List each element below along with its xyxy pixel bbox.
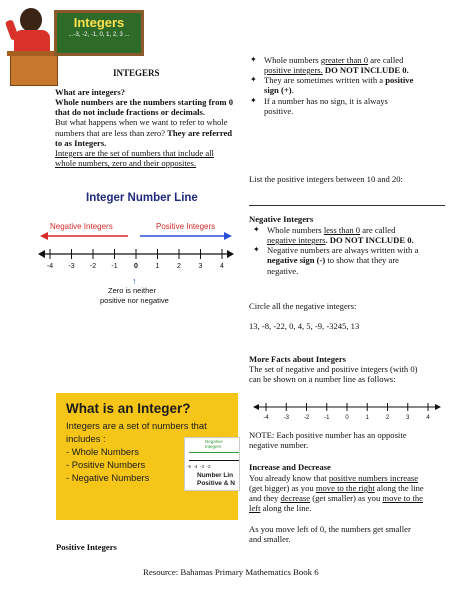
student-arm [5,19,19,41]
right-column [246,55,418,116]
card-heading: What is an Integer? [66,401,191,416]
card-line2: includes : [66,433,106,444]
card-line1: Integers are a set of numbers that [66,420,207,431]
negative-integers-label: Negative Integers [50,222,113,231]
integers-definition: Integers are the set of numbers that include all whole numbers, zero and their opposites. [55,147,214,168]
footer-resource: Resource: Bahamas Primary Mathematics Book 6 [143,567,319,577]
tick-label: 3 [406,415,410,421]
tick-labels [36,263,236,273]
tick-label: 4 [220,263,224,270]
tick-label: -1 [111,263,118,270]
list-prompt: List the positive integers between 10 and 20: [249,174,403,184]
left-column [55,87,235,168]
positive-integers-label: Positive Integers [156,222,216,231]
tick-label: -3 [68,263,75,270]
tick-label: 1 [155,263,160,270]
positive-bullet-1: ✦ Whole numbers greater than 0 are called positive integers. DO NOT INCLUDE 0. [250,55,409,76]
negative-bullet-1: ✦ Whole numbers less than 0 are called negative integers. DO NOT INCLUDE 0. [253,225,414,246]
zero-note-line2: positive nor negative [100,296,169,305]
positive-bullet-3: ✦ If a number has no sign, it is always positive. [250,95,388,116]
tick-label: -2 [303,415,310,421]
what-is-integer-card [56,393,238,520]
zero-arrow: ↑ [132,276,137,286]
star-bullet-icon: ✦ [250,95,257,105]
negative-integers-heading: Negative Integers [249,214,314,224]
page-title: INTEGERS [113,68,160,78]
card-item-whole: - Whole Numbers [66,446,139,457]
tick-label: 0 [345,415,349,421]
tick-label: -4 [263,415,269,421]
star-bullet-icon: ✦ [250,55,257,64]
chalkboard [54,10,144,56]
question-what-integers: What are integers? [55,87,126,97]
negative-bullet-2: ✦ Negative numbers are always written with a negative sign (-) to show that they are negative. [253,245,419,276]
star-bullet-icon: ✦ [250,75,257,85]
desk [10,54,58,86]
circle-numbers: 13, -8, -22, 0, 4, 5, -9, -3245, 13 [249,321,360,331]
whole-numbers-definition: Whole numbers are the numbers starting from 0 that do not include fractions or decimals. [55,97,233,118]
zero-note-line1: Zero is neither [108,286,156,295]
tick-label: 2 [177,263,181,270]
increase-decrease-text: You already know that positive numbers increase (get bigger) as you move to the right along the line and they decrease (get smaller) as you move to the left along the line. [249,473,424,514]
card-item-negative: - Negative Numbers [66,472,150,483]
mini-number-line-image: Negative Integers -5 -4 -3 -2 Number Lin Positive & N [184,437,240,491]
answer-line[interactable] [249,197,445,206]
number-line-title: Integer Number Line [86,192,198,204]
board-title: Integers [73,15,125,30]
desk-top [7,51,59,56]
tick-label: 0 [134,263,138,270]
tick-label: -3 [283,415,289,421]
tick-label: -4 [46,263,54,270]
board-subtitle: ...-3, -2, -1, 0, 1, 2, 3 ... [68,32,130,39]
positive-bullet-2: ✦ They are sometimes written with a positive sign (+). [250,75,414,96]
more-facts-heading: More Facts about Integers [249,354,346,364]
question-less-than-zero: But what happens when we want to refer to whole numbers that are less than zero? They are referred to as Integers. [55,117,233,148]
card-item-positive: - Positive Numbers [66,459,146,470]
tick-label: -2 [89,263,97,270]
integer-number-line-graphic [36,190,236,320]
tick-label: -1 [324,415,330,421]
negative-bullets [249,225,421,276]
star-bullet-icon: ✦ [253,245,260,255]
star-bullet-icon: ✦ [253,225,260,234]
tick-label: 1 [365,415,369,421]
small-number-line [252,400,442,414]
increase-decrease-text-2: As you move left of 0, the numbers get smaller and smaller. [249,524,411,545]
student-head [20,8,42,32]
increase-decrease-heading: Increase and Decrease [249,462,331,472]
tick-label: 2 [385,415,390,421]
tick-label: 3 [198,263,203,270]
note-text: NOTE: Each positive number has an opposite negative number. [249,430,407,451]
positive-integers-heading: Positive Integers [56,542,117,552]
tick-label: 4 [426,415,430,421]
small-tick-labels [252,415,442,425]
more-facts-text: The set of negative and positive integers (with 0) can be shown on a number line as follows: [249,364,418,385]
circle-prompt: Circle all the negative integers: [249,301,357,311]
